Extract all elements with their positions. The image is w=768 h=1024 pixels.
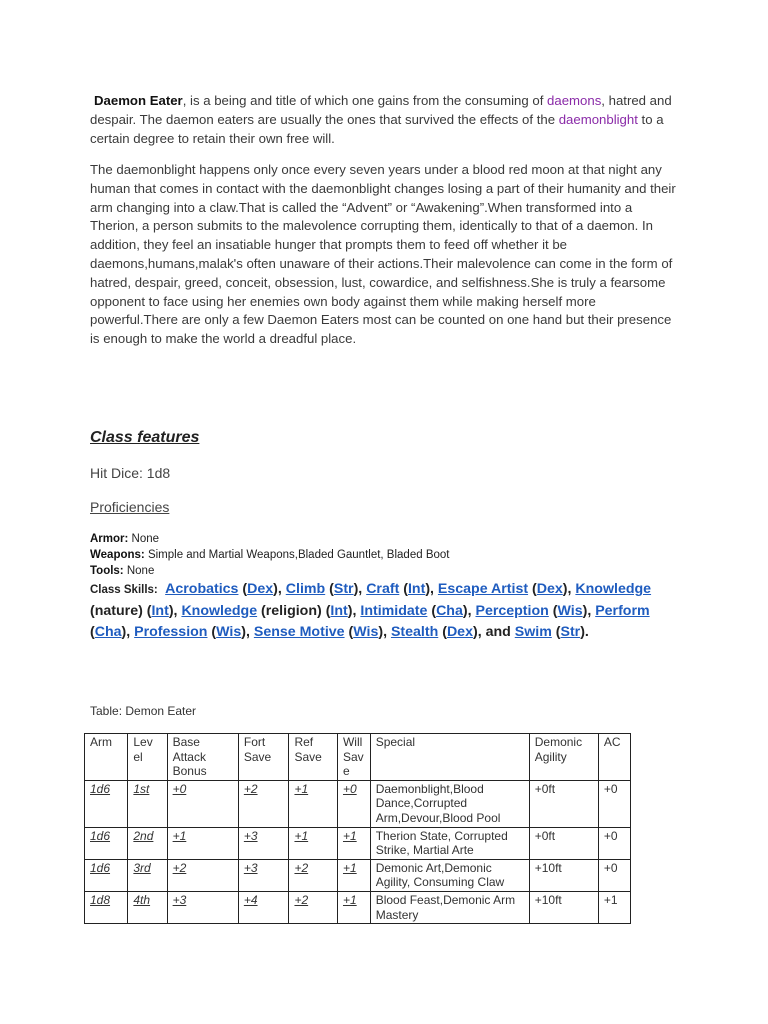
table-cell: +10ft	[529, 891, 598, 923]
table-cell[interactable]: +3	[238, 827, 289, 859]
table-cell[interactable]: +2	[289, 859, 338, 891]
table-cell[interactable]: +2	[167, 859, 238, 891]
hit-dice: Hit Dice: 1d8	[90, 465, 171, 481]
table-cell: Daemonblight,Blood Dance,Corrupted Arm,Devour,Blood Pool	[370, 780, 529, 827]
table-header-row	[85, 734, 631, 781]
table-cell[interactable]: +4	[238, 891, 289, 923]
table-cell[interactable]: +2	[289, 891, 338, 923]
skill-ability-link[interactable]: Dex	[446, 624, 473, 640]
table-cell[interactable]: +1	[289, 827, 338, 859]
skill-link[interactable]: Climb	[285, 581, 326, 597]
skill-link[interactable]: Acrobatics	[165, 581, 239, 597]
table-cell[interactable]: 1d6	[85, 827, 128, 859]
armor-line	[90, 531, 159, 547]
tools-line	[90, 563, 154, 579]
skill-ability-link[interactable]: Wis	[216, 624, 242, 640]
class-features-heading: Class features	[90, 429, 200, 446]
table-header-cell: Arm	[85, 734, 128, 781]
skill-ability-link[interactable]: Cha	[94, 624, 122, 640]
table-cell[interactable]: +1	[337, 859, 370, 891]
skill-ability-link[interactable]: Dex	[247, 581, 274, 597]
skill-link[interactable]: Perform	[595, 603, 650, 619]
weapons-line	[90, 547, 449, 563]
table-cell[interactable]: 4th	[128, 891, 167, 923]
table-cell: +0	[598, 780, 630, 827]
skill-ability-link[interactable]: Cha	[436, 603, 463, 619]
skill-link[interactable]: Profession	[134, 624, 208, 640]
proficiencies-heading: Proficiencies	[90, 499, 170, 515]
table-cell[interactable]: 3rd	[128, 859, 167, 891]
table-row	[85, 891, 631, 923]
skill-ability-link[interactable]: Int	[407, 581, 426, 597]
skill-link[interactable]: Craft	[366, 581, 400, 597]
daemonblight-link[interactable]: daemonblight	[558, 111, 638, 127]
table-cell: +10ft	[529, 859, 598, 891]
tools-label: Tools:	[90, 565, 124, 577]
intro-text-1: , is a being and title of which one gains from the consuming of	[182, 93, 548, 108]
class-skills: Class Skills: Acrobatics (Dex), Climb (Str), Craft (Int), Escape Artist (Dex), Knowledge (nature) (Int), Knowledge (religion) (Int), Intimidate (Cha), Perception (Wis), Perform (Cha), Profession (Wis), Sense Motive (Wis), Stealth (Dex), and Swim (Str).	[90, 581, 652, 640]
intro-text-3: to a certain degree to retain their own free will.	[90, 111, 664, 146]
skill-link[interactable]: Perception	[475, 603, 549, 619]
weapons-value: Simple and Martial Weapons,Bladed Gauntlet, Bladed Boot	[144, 549, 450, 561]
table-cell: Demonic Art,Demonic Agility, Consuming Claw	[370, 859, 529, 891]
table-cell[interactable]: +1	[289, 780, 338, 827]
table-cell[interactable]: +3	[167, 891, 238, 923]
table-header-cell: Lev el	[128, 734, 167, 781]
table-header-cell: Demonic Agility	[529, 734, 598, 781]
skill-link[interactable]: Swim	[514, 624, 552, 640]
skill-ability-link[interactable]: Wis	[557, 603, 583, 619]
skill-ability-link[interactable]: Wis	[353, 624, 379, 640]
table-header-cell: Ref Save	[289, 734, 338, 781]
demon-eater-table	[84, 733, 631, 924]
skill-note: (religion)	[257, 603, 322, 619]
table-cell[interactable]: 1d6	[85, 859, 128, 891]
lore-paragraph: The daemonblight happens only once every seven years under a blood red moon at that night any human that comes in contact with the daemonblight changes losing a part of their humanity and their arm changing into a claw.That is called the “Advent” or “Awakening”.When transformed into a Therion, a person submits to the malevolence corrupting them, identically to that of a daemon. In addition, they feel an insatiable hunger that prompts them to feed off whether it be daemons,humans,malak's often unaware of their actions.Their malevolence can come in the form of hatred, despair, greed, conceit, obsession, lust, cowardice, and selfishness.She is truly a fearsome opponent to face using her enemies own body against them while making herself more powerful.There are only a few Daemon Eaters most can be counted on one hand but their presence is enough to make the world a dreadful place.	[90, 162, 676, 347]
table-cell: +0ft	[529, 780, 598, 827]
table-row	[85, 780, 631, 827]
table-cell: +0ft	[529, 827, 598, 859]
skill-link[interactable]: Knowledge	[575, 581, 652, 597]
armor-value: None	[128, 533, 160, 545]
skill-ability-link[interactable]: Str	[333, 581, 354, 597]
skill-link[interactable]: Stealth	[390, 624, 439, 640]
skill-link[interactable]: Intimidate	[360, 603, 428, 619]
table-cell[interactable]: +0	[167, 780, 238, 827]
table-cell[interactable]: 2nd	[128, 827, 167, 859]
table-cell[interactable]: 1st	[128, 780, 167, 827]
table-row	[85, 859, 631, 891]
table-cell[interactable]: +1	[337, 891, 370, 923]
table-cell[interactable]: +1	[167, 827, 238, 859]
skill-ability-link[interactable]: Int	[330, 603, 348, 619]
table-header-cell: Base Attack Bonus	[167, 734, 238, 781]
class-skills-label: Class Skills:	[90, 584, 158, 596]
skill-link[interactable]: Knowledge	[181, 603, 258, 619]
table-cell[interactable]: 1d8	[85, 891, 128, 923]
table-cell[interactable]: +1	[337, 827, 370, 859]
table-header-cell: Fort Save	[238, 734, 289, 781]
table-cell[interactable]: +0	[337, 780, 370, 827]
table-row	[85, 827, 631, 859]
table-cell[interactable]: 1d6	[85, 780, 128, 827]
table-cell: +0	[598, 859, 630, 891]
table-header-cell: Special	[370, 734, 529, 781]
table-cell: +0	[598, 827, 630, 859]
skill-link[interactable]: Escape Artist	[437, 581, 529, 597]
table-cell: Therion State, Corrupted Strike, Martial Arte	[370, 827, 529, 859]
skill-ability-link[interactable]: Dex	[536, 581, 563, 597]
intro-text-2: , hatred and despair. The daemon eaters are usually the ones that survived the effects of the	[90, 93, 672, 127]
table-cell: Blood Feast,Demonic Arm Mastery	[370, 891, 529, 923]
term-daemon-eater: Daemon Eater	[94, 93, 183, 108]
intro-paragraph	[90, 92, 690, 148]
table-cell: +1	[598, 891, 630, 923]
weapons-label: Weapons:	[90, 549, 145, 561]
skill-link[interactable]: Sense Motive	[253, 624, 345, 640]
skill-note: (nature)	[90, 603, 143, 619]
table-caption: Table: Demon Eater	[90, 704, 197, 718]
table-header-cell: AC	[598, 734, 630, 781]
table-cell[interactable]: +3	[238, 859, 289, 891]
table-header-cell: Will Sav e	[337, 734, 370, 781]
tools-value: None	[123, 565, 155, 577]
daemons-link[interactable]: daemons	[547, 93, 602, 108]
armor-label: Armor:	[90, 533, 129, 545]
table-cell[interactable]: +2	[238, 780, 289, 827]
skill-ability-link[interactable]: Int	[151, 603, 169, 619]
skill-ability-link[interactable]: Str	[560, 624, 581, 640]
